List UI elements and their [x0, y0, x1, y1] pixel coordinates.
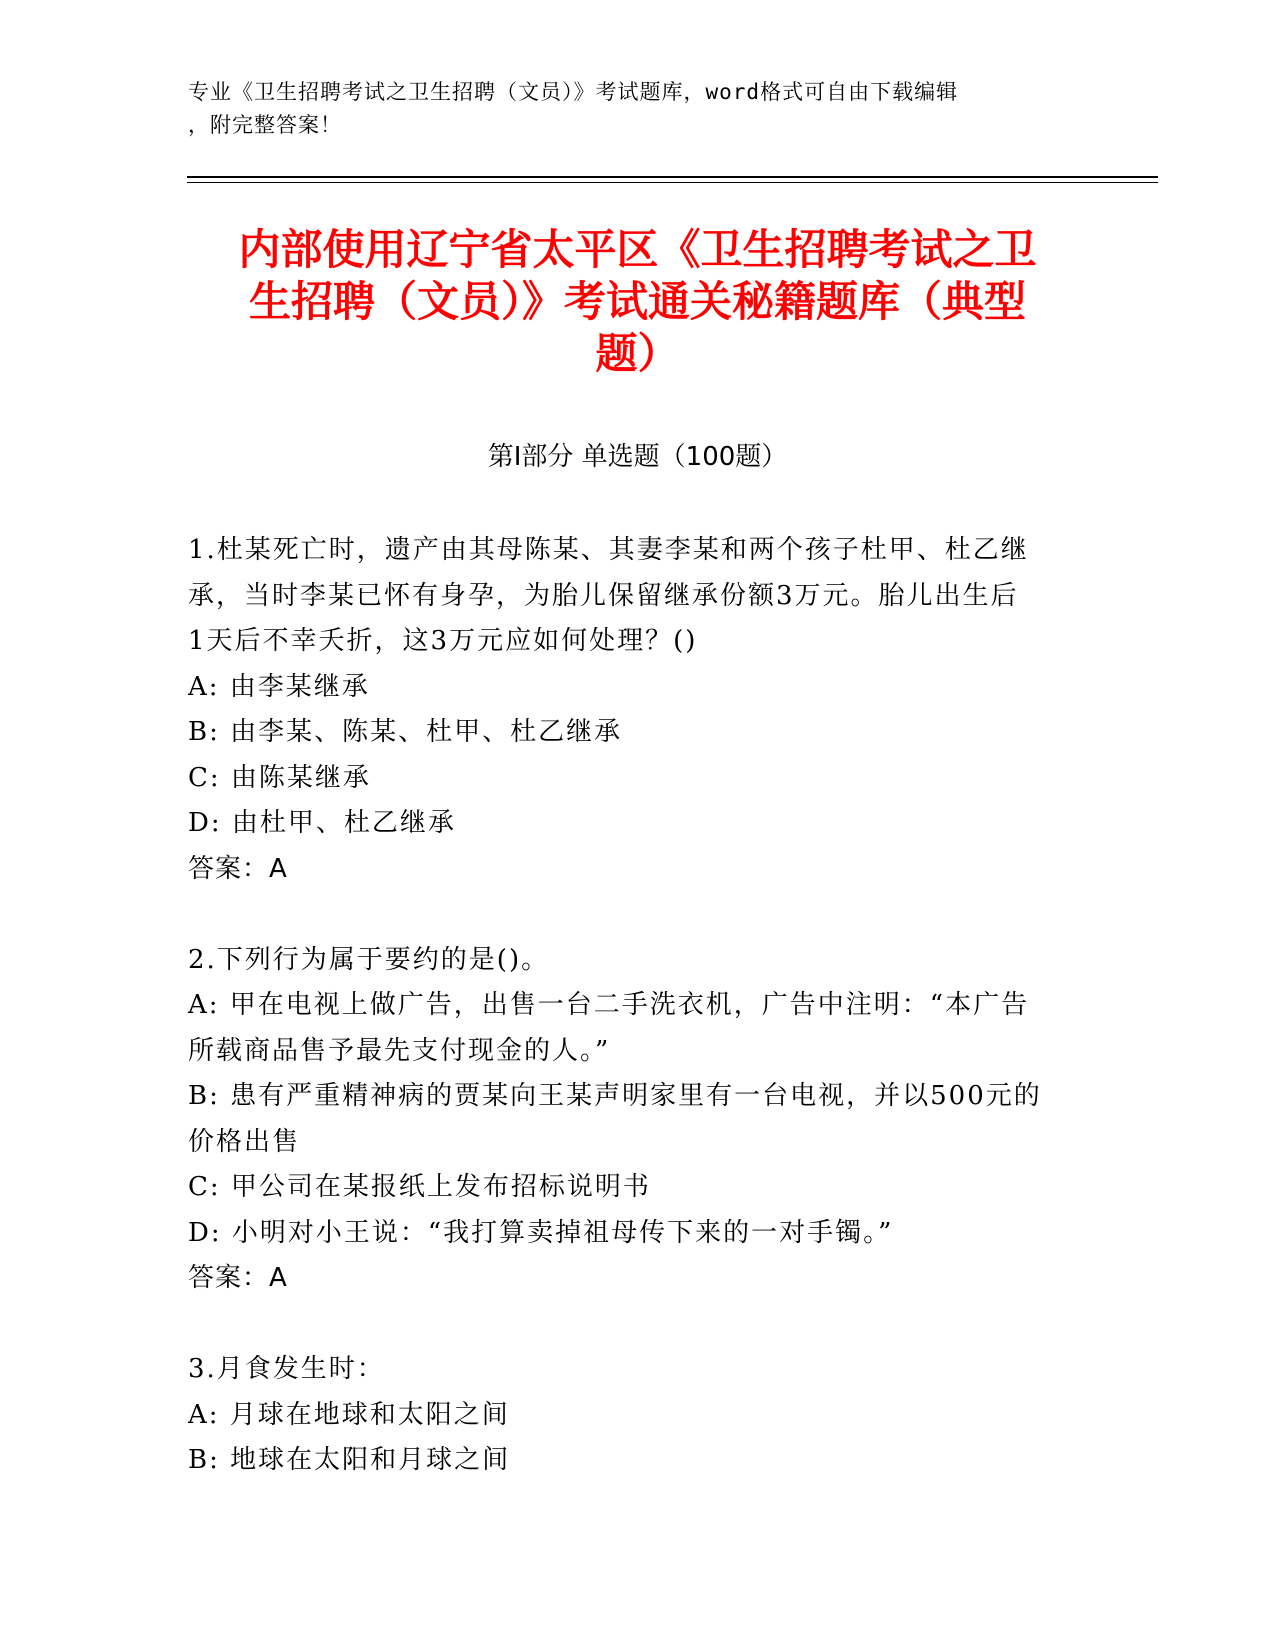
question-list [188, 528, 1088, 1484]
question-stem: 承，当时李某已怀有身孕，为胎儿保留继承份额3万元。胎儿出生后 [188, 580, 1019, 611]
option-d: D: 由杜甲、杜乙继承 [188, 808, 456, 838]
option-c: C: 甲公司在某报纸上发布招标说明书 [188, 1172, 651, 1202]
header-note [188, 76, 1088, 142]
option-b: B: 地球在太阳和月球之间 [188, 1445, 511, 1475]
option-a-continued: 所载商品售予最先支付现金的人。” [188, 1035, 611, 1066]
answer-key: 答案：A [188, 853, 288, 884]
section-heading: 第Ⅰ部分 单选题（100题） [487, 442, 788, 472]
question-stem: 1.杜某死亡时，遗产由其母陈某、其妻李某和两个孩子杜甲、杜乙继 [188, 535, 1029, 565]
option-a: A: 甲在电视上做广告，出售一台二手洗衣机，广告中注明：“本广告 [188, 990, 1030, 1020]
header-note-line: ，附完整答案！ [188, 113, 342, 137]
header-note-line: 专业《卫生招聘考试之卫生招聘（文员）》考试题库，word格式可自由下载编辑 [188, 80, 959, 104]
question-stem: 2.下列行为属于要约的是()。 [188, 944, 550, 975]
option-d: D: 小明对小王说：“我打算卖掉祖母传下来的一对手镯。” [188, 1217, 894, 1248]
spacer [188, 1302, 1088, 1348]
question-item [188, 1347, 1088, 1484]
option-c: C: 由陈某继承 [188, 762, 371, 793]
title-line: 内部使用辽宁省太平区《卫生招聘考试之卫 [238, 225, 1037, 274]
question-stem: 3.月食发生时： [188, 1354, 385, 1384]
header-divider [187, 176, 1158, 178]
spacer [188, 892, 1088, 938]
document-title [150, 224, 1125, 380]
question-item [188, 938, 1088, 1302]
question-stem: 1天后不幸夭折，这3万元应如何处理？() [188, 626, 698, 656]
option-a: A: 月球在地球和太阳之间 [188, 1399, 510, 1430]
option-b: B: 患有严重精神病的贾某向王某声明家里有一台电视，并以500元的 [188, 1081, 1042, 1111]
answer-key: 答案：A [188, 1263, 288, 1293]
header-divider [187, 182, 1158, 183]
option-b: B: 由李某、陈某、杜甲、杜乙继承 [188, 717, 623, 747]
title-line: 生招聘（文员）》考试通关秘籍题库（典型 [248, 277, 1026, 326]
title-line: 题） [595, 329, 680, 378]
option-b-continued: 价格出售 [188, 1126, 301, 1157]
question-item [188, 528, 1088, 892]
option-a: A: 由李某继承 [188, 671, 370, 702]
